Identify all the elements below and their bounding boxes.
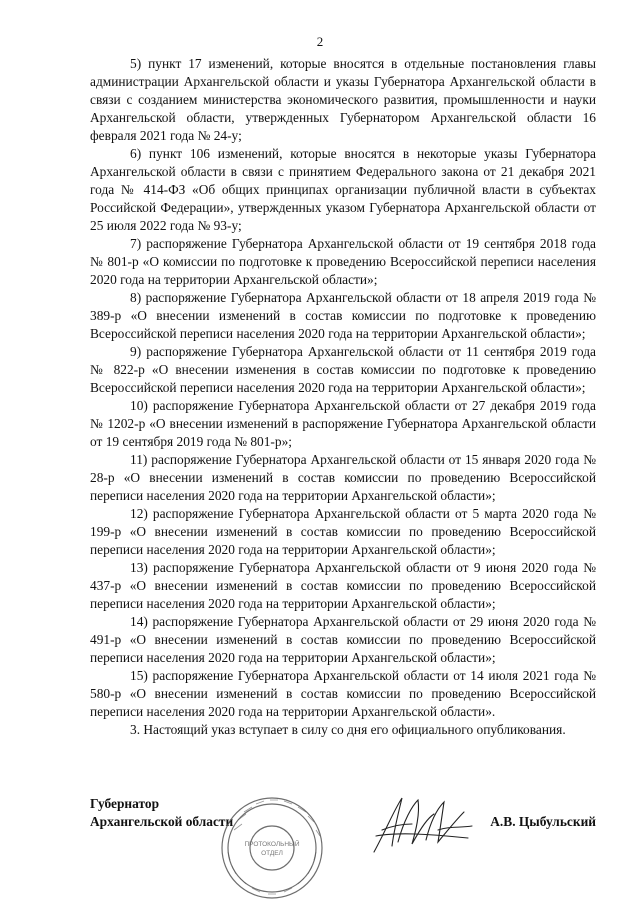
list-item-7: 7) распоряжение Губернатора Архангельской области от 19 сентября 2018 года № 801-р «О комиссии по подготовке к проведению Всероссийской переписи населения 2020 года на территории Архангельской области»;: [90, 236, 596, 287]
signatory-title-line1: Губернатор: [90, 796, 160, 811]
stamp-seal: [212, 790, 332, 900]
list-item-9: 9) распоряжение Губернатора Архангельской области от 11 сентября 2019 года № 822-р «О внесении изменения в состав комиссии по подготовке к проведению Всероссийской переписи населения 2020 года на территории Архангельской области»;: [90, 344, 596, 395]
signatory-name: А.В. Цыбульский: [490, 814, 596, 829]
list-item-10: 10) распоряжение Губернатора Архангельской области от 27 декабря 2019 года № 1202-р «О внесении изменений в распоряжение Губернатора Архангельской области от 19 сентября 2019 года № 801-р»;: [90, 398, 596, 449]
list-item-15: 15) распоряжение Губернатора Архангельской области от 14 июля 2021 года № 580-р «О внесении изменений в состав комиссии по проведению Всероссийской переписи населения 2020 года на территории Архангельской области».: [90, 668, 596, 719]
list-item-14: 14) распоряжение Губернатора Архангельской области от 29 июня 2020 года № 491-р «О внесении изменений в состав комиссии по проведению Всероссийской переписи населения 2020 года на территории Архангельской области»;: [90, 614, 596, 665]
list-item-6: 6) пункт 106 изменений, которые вносятся в некоторые указы Губернатора Архангельской области в связи с принятием Федерального закона от 21 декабря 2021 года № 414-ФЗ «Об общих принципах организации публичной власти в субъектах Российской Федерации», утвержденных указом Губернатора Архангельской области от 25 июля 2022 года № 93-у;: [90, 146, 596, 233]
page-number: 2: [316, 34, 324, 49]
svg-text:ПРОТОКОЛЬНЫЙ: ПРОТОКОЛЬНЫЙ: [244, 841, 300, 848]
list-item-8: 8) распоряжение Губернатора Архангельской области от 18 апреля 2019 года № 389-р «О внесении изменений в состав комиссии по подготовке к проведению Всероссийской переписи населения 2020 года на территории Архангельской области»;: [90, 290, 596, 341]
list-item-13: 13) распоряжение Губернатора Архангельской области от 9 июня 2020 года № 437-р «О внесении изменений в состав комиссии по проведению Всероссийской переписи населения 2020 года на территории Архангельской области»;: [90, 560, 596, 611]
handwritten-signature: [368, 790, 478, 860]
list-item-11: 11) распоряжение Губернатора Архангельской области от 15 января 2020 года № 28-р «О внесении изменений в состав комиссии по проведению Всероссийской переписи населения 2020 года на территории Архангельской области»;: [90, 452, 596, 503]
list-item-5: 5) пункт 17 изменений, которые вносятся в отдельные постановления главы администрации Архангельской области и указы Губернатора Архангельской области в связи с созданием министерства экономического развития, промышленности и науки Архангельской области, утвержденных Губернатором Архангельской области 16 февраля 2021 года № 24-у;: [90, 56, 596, 143]
svg-text:ОТДЕЛ: ОТДЕЛ: [261, 850, 283, 857]
list-item-12: 12) распоряжение Губернатора Архангельской области от 5 марта 2020 года № 199-р «О внесении изменений в состав комиссии по проведению Всероссийской переписи населения 2020 года на территории Архангельской области»;: [90, 506, 596, 557]
document-body: [90, 55, 596, 739]
signatory-title-line2: Архангельской области: [90, 814, 234, 829]
effective-date-clause: 3. Настоящий указ вступает в силу со дня его официального опубликования.: [130, 722, 566, 737]
